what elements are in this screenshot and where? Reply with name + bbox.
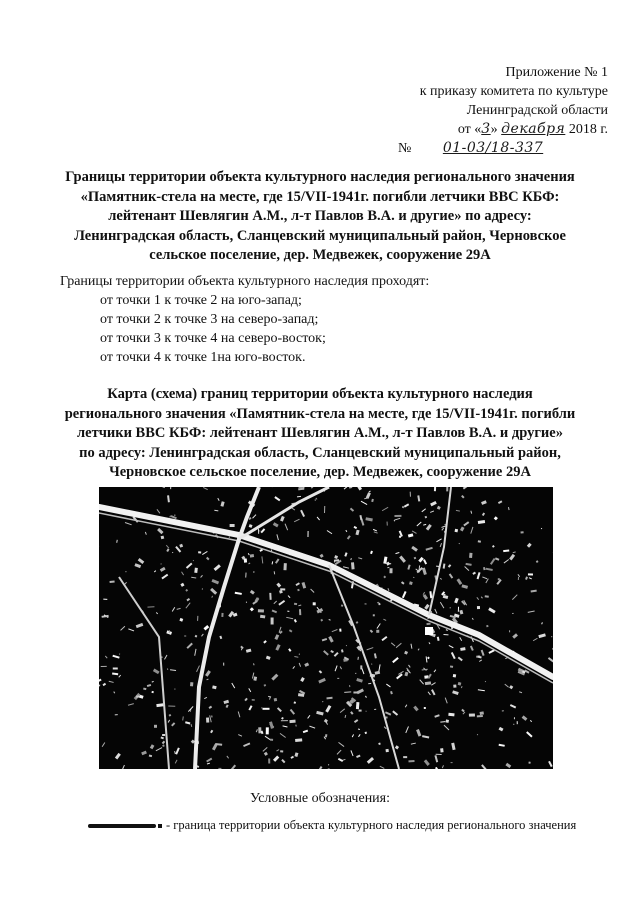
map-title-line-5: Черновское сельское поселение, дер. Медвежек, сооружение 29А (109, 464, 531, 480)
date-prefix: от « (457, 122, 482, 137)
map-title-line-2: регионального значения «Памятник-стела на месте, где 15/VII-1941г. погибли (64, 405, 576, 422)
map-site-marker (425, 627, 433, 635)
document-title (40, 168, 600, 266)
legend-title: Условные обозначения: (249, 791, 391, 806)
map-title-line-4: по адресу: Ленинградская область, Сланцевский муниципальный район, (79, 444, 561, 461)
date-day: 3 (481, 121, 491, 137)
appendix-number (348, 139, 608, 158)
date-month: декабря (501, 121, 566, 137)
satellite-map-image (99, 487, 553, 769)
title-line-5: сельское поселение, дер. Медвежек, сооружение 29А (149, 247, 491, 263)
number-value: 01-03/18-337 (442, 140, 544, 156)
appendix-line-2: к приказу комитета по культуре (419, 84, 608, 99)
boundaries-intro: Границы территории объекта культурного наследия проходят: (60, 274, 430, 289)
satellite-map (99, 487, 553, 769)
map-title-line-3: летчики ВВС КБФ: лейтенант Шевлягин А.М., л-т Павлов В.А. и другие» (77, 425, 563, 441)
title-line-3: лейтенант Шевлягин А.М., л-т Павлов В.А. и другие» по адресу: (108, 208, 532, 224)
boundaries-points (100, 291, 580, 367)
number-prefix: № (398, 141, 412, 156)
date-year: 2018 г. (568, 122, 608, 137)
legend-item (88, 818, 628, 838)
boundary-line-symbol (88, 824, 156, 828)
appendix-date (348, 120, 608, 139)
title-line-1: Границы территории объекта культурного наследия регионального значения (65, 169, 575, 185)
appendix-line-3: Ленинградской области (466, 103, 608, 118)
boundary-point-4: от точки 4 к точке 1на юго-восток. (100, 350, 306, 365)
boundary-point-2: от точки 2 к точке 3 на северо-запад; (100, 312, 319, 327)
boundary-point-3: от точки 3 к точке 4 на северо-восток; (100, 331, 326, 346)
appendix-block (348, 63, 608, 158)
appendix-line-1: Приложение № 1 (505, 65, 608, 80)
title-line-4: Ленинградская область, Сланцевский муниципальный район, Черновское (74, 227, 566, 244)
map-title-line-1: Карта (схема) границ территории объекта культурного наследия (107, 386, 533, 402)
date-mid: » (490, 122, 498, 137)
boundary-point-1: от точки 1 к точке 2 на юго-запад; (100, 293, 302, 308)
title-line-2: «Памятник-стела на месте, где 15/VII-1941г. погибли летчики ВВС КБФ: (80, 188, 560, 205)
legend-item-text: - граница территории объекта культурного наследия регионального значения (166, 818, 577, 832)
map-title (40, 385, 600, 483)
